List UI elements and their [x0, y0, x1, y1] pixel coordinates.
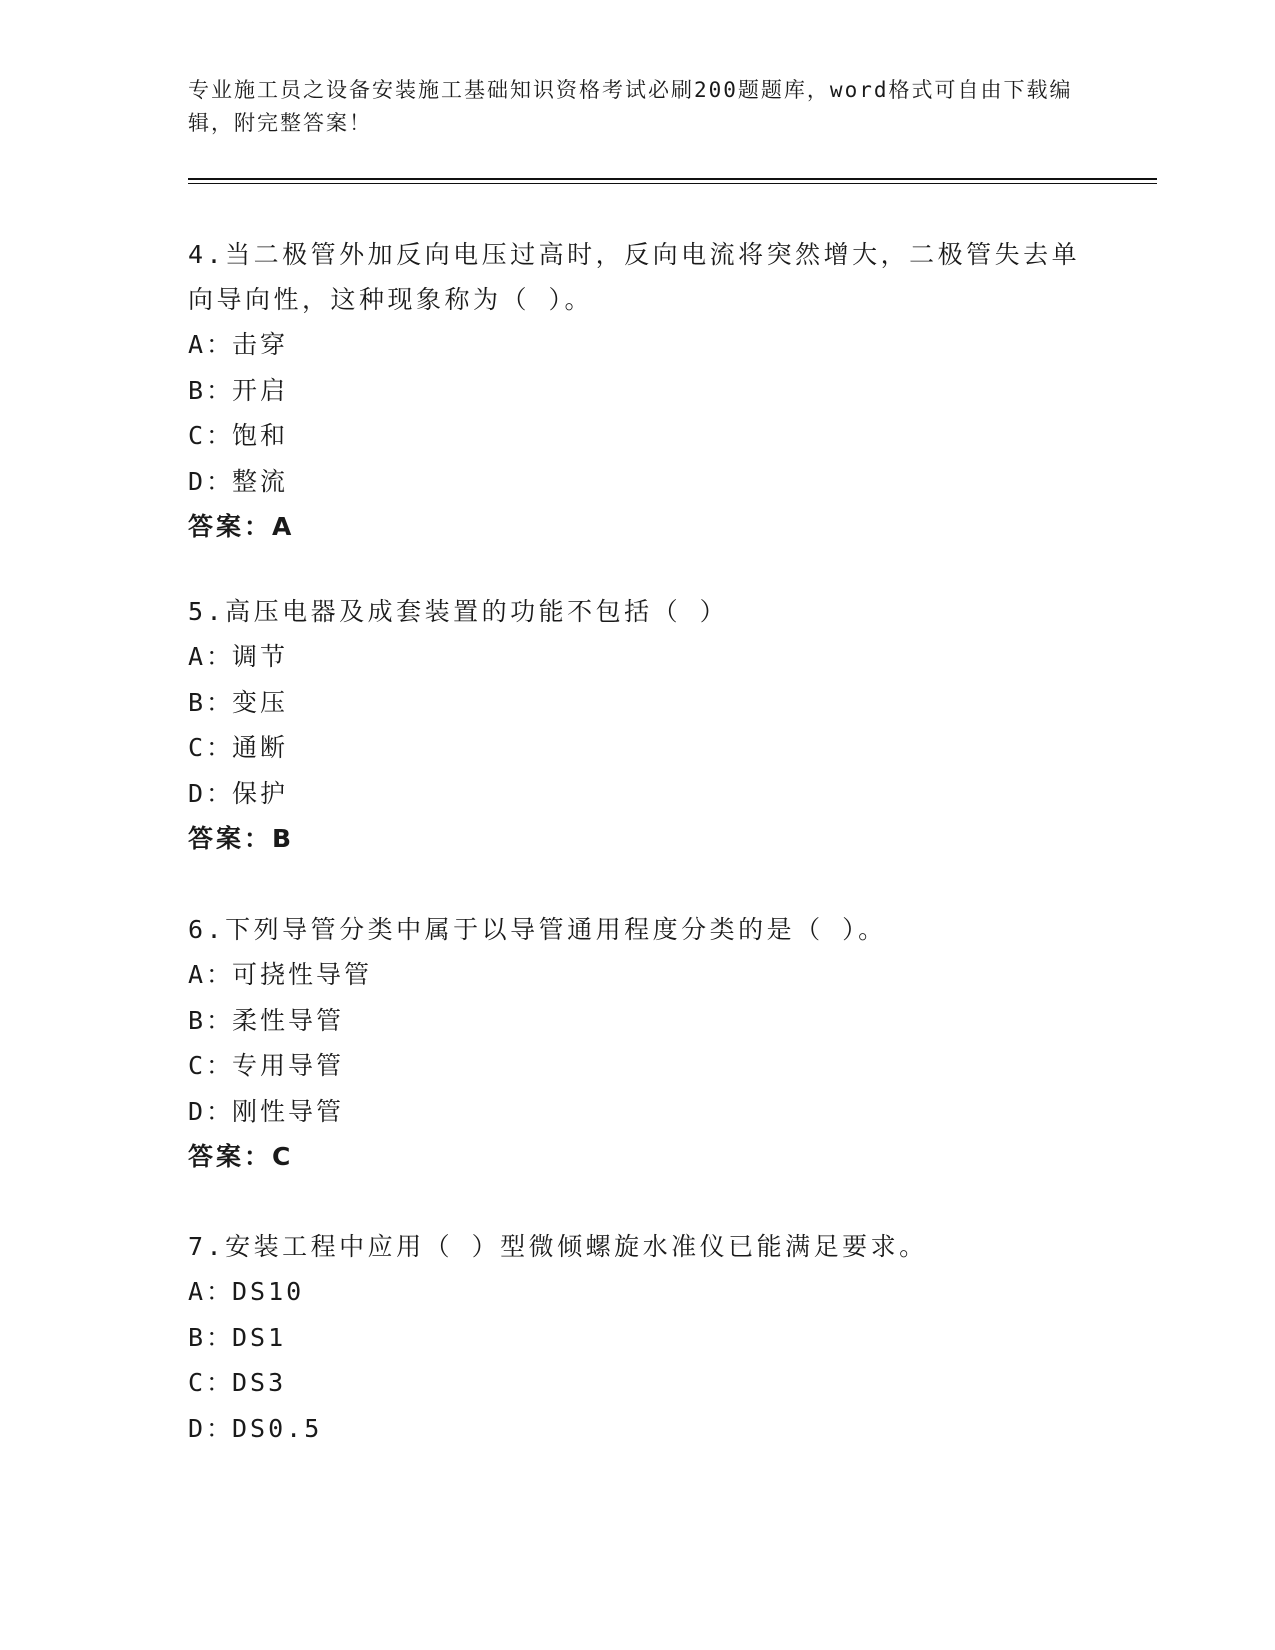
- option-a: [188, 634, 1088, 680]
- option-a: [188, 952, 1088, 998]
- option-text: 饱和: [232, 421, 289, 450]
- option-letter: A：: [188, 330, 235, 359]
- option-text: 专用导管: [232, 1051, 345, 1080]
- option-text: 柔性导管: [232, 1005, 345, 1035]
- question-text: 5.高压电器及成套装置的功能不包括（ ）: [188, 597, 729, 626]
- option-letter: C：: [188, 733, 235, 762]
- answer: 答案：A: [188, 512, 295, 541]
- header-rule-thin: [188, 183, 1157, 184]
- question-4: [188, 232, 1088, 550]
- option-text: 通断: [232, 733, 289, 762]
- option-b: [188, 1315, 1088, 1361]
- option-letter: B：: [188, 1005, 235, 1035]
- option-letter: A：: [188, 642, 235, 671]
- document-header: 专业施工员之设备安装施工基础知识资格考试必刷200题题库，word格式可自由下载编辑，附完整答案！: [188, 78, 1073, 135]
- question-text: 4.当二极管外加反向电压过高时，反向电流将突然增大，二极管失去单向导向性，这种现象称为（ ）。: [188, 240, 1081, 314]
- option-text: 保护: [232, 778, 289, 808]
- option-text: 击穿: [232, 330, 289, 359]
- option-letter: A：: [188, 1277, 235, 1306]
- question-text: 6.下列导管分类中属于以导管通用程度分类的是（ ）。: [188, 915, 887, 944]
- option-letter: D：: [188, 778, 235, 808]
- option-letter: D：: [188, 1413, 235, 1443]
- option-a: [188, 322, 1088, 368]
- option-letter: D：: [188, 466, 235, 496]
- answer: 答案：B: [188, 824, 295, 853]
- option-letter: B：: [188, 687, 235, 717]
- option-letter: C：: [188, 1051, 235, 1080]
- question-6: [188, 907, 1088, 1180]
- option-a: [188, 1269, 1088, 1315]
- question-5: [188, 589, 1088, 862]
- option-c: [188, 1360, 1088, 1406]
- question-text: 7.安装工程中应用（ ）型微倾螺旋水准仪已能满足要求。: [188, 1232, 928, 1261]
- option-b: [188, 368, 1088, 414]
- option-text: DS10: [232, 1277, 305, 1306]
- option-letter: D：: [188, 1096, 235, 1126]
- option-c: [188, 413, 1088, 459]
- option-b: [188, 680, 1088, 726]
- option-letter: A：: [188, 960, 235, 989]
- option-d: [188, 1406, 1088, 1452]
- option-b: [188, 998, 1088, 1044]
- answer: 答案：C: [188, 1142, 294, 1171]
- option-text: DS0.5: [232, 1413, 323, 1443]
- option-c: [188, 1043, 1088, 1089]
- option-text: 开启: [232, 375, 289, 405]
- question-7: [188, 1224, 1088, 1451]
- option-d: [188, 1089, 1088, 1135]
- option-text: 可挠性导管: [232, 960, 373, 989]
- option-letter: B：: [188, 375, 235, 405]
- option-d: [188, 771, 1088, 817]
- option-c: [188, 725, 1088, 771]
- option-text: 变压: [232, 687, 289, 717]
- option-letter: B：: [188, 1322, 235, 1352]
- option-d: [188, 459, 1088, 505]
- option-text: DS1: [232, 1322, 287, 1352]
- option-letter: C：: [188, 1368, 235, 1397]
- option-text: 刚性导管: [232, 1096, 345, 1126]
- option-text: 整流: [232, 466, 289, 496]
- option-text: DS3: [232, 1368, 287, 1397]
- option-text: 调节: [232, 642, 289, 671]
- option-letter: C：: [188, 421, 235, 450]
- header-rule-thick: [188, 178, 1157, 180]
